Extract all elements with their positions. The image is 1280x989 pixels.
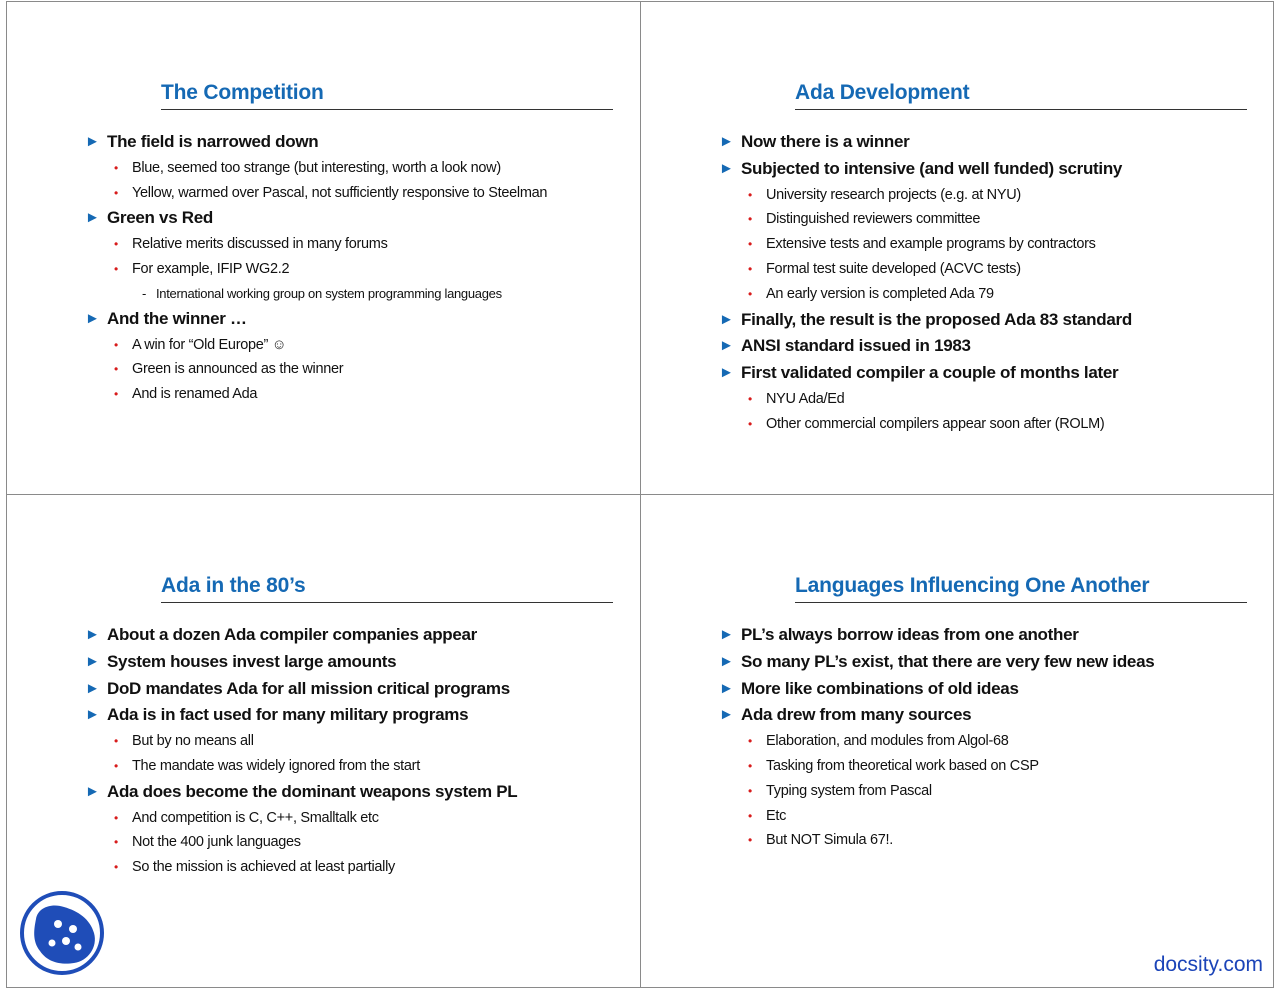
bullet-text: Green vs Red [107,208,214,228]
docsity-logo-icon[interactable] [18,889,106,977]
bullet-item-level2 [83,156,633,181]
bullet-item-level1 [717,307,1267,334]
bullet-text: International working group on system programming languages [156,285,502,301]
bullet-text: Ada does become the dominant weapons system PL [107,781,518,801]
bullet-item-level2 [717,804,1267,829]
bullet-text: For example, IFIP WG2.2 [132,260,290,277]
triangle-bullet-icon: ► [719,364,734,382]
bullet-item-level2 [83,357,633,382]
bullet-item-level2 [717,232,1267,257]
triangle-bullet-icon: ► [719,706,734,724]
bullet-item-level1 [83,702,633,729]
bullet-text: But NOT Simula 67!. [766,832,894,849]
bullet-text: ANSI standard issued in 1983 [741,336,971,356]
bullet-text: So the mission is achieved at least partially [132,859,395,876]
bullet-list [717,129,1267,437]
dot-bullet-icon: • [114,835,118,850]
triangle-bullet-icon: ► [719,133,734,150]
dot-bullet-icon: • [748,237,752,252]
bullet-item-level1 [717,622,1267,649]
dot-bullet-icon: • [748,187,752,202]
dot-bullet-icon: • [748,391,752,406]
bullet-item-level2 [717,729,1267,754]
triangle-bullet-icon: ► [719,159,734,177]
bullet-text: About a dozen Ada compiler companies appear [107,625,477,644]
dot-bullet-icon: • [748,286,752,301]
bullet-item-level3 [83,282,633,306]
triangle-bullet-icon: ► [719,626,734,643]
dot-bullet-icon: • [114,185,118,200]
bullet-item-level2 [83,729,633,754]
bullet-item-level1 [717,360,1267,387]
bullet-text: Subjected to intensive (and well funded) scrutiny [741,158,1123,178]
bullet-item-level2 [717,207,1267,232]
triangle-bullet-icon: ► [85,133,100,150]
dot-bullet-icon: • [114,734,118,749]
dot-bullet-icon: • [114,261,118,276]
slide-title: The Competition [161,80,613,110]
bullet-text: Etc [766,807,787,824]
bullet-item-level2 [717,257,1267,282]
bullet-item-level2 [83,232,633,257]
bullet-item-level2 [717,754,1267,779]
triangle-bullet-icon: ► [85,626,100,643]
bullet-text: Ada is in fact used for many military programs [107,705,469,725]
triangle-bullet-icon: ► [85,652,100,670]
bullet-text: And competition is C, C++, Smalltalk etc [132,809,379,826]
triangle-bullet-icon: ► [719,337,734,355]
triangle-bullet-icon: ► [85,309,100,327]
bullet-text: Other commercial compilers appear soon after (ROLM) [766,415,1105,432]
bullet-text: NYU Ada/Ed [766,390,845,407]
dot-bullet-icon: • [114,387,118,402]
bullet-item-level2 [83,257,633,282]
dot-bullet-icon: • [114,362,118,377]
bullet-text: The mandate was widely ignored from the start [132,757,420,774]
triangle-bullet-icon: ► [719,310,734,328]
dot-bullet-icon: • [114,810,118,825]
bullet-text: Tasking from theoretical work based on CSP [766,757,1039,774]
bullet-item-level2 [717,183,1267,208]
triangle-bullet-icon: ► [85,782,100,800]
dot-bullet-icon: • [114,237,118,252]
bullet-item-level2 [717,779,1267,804]
slide-languages-influencing [640,494,1274,988]
slide-title: Languages Influencing One Another [795,573,1247,603]
triangle-bullet-icon: ► [85,209,100,227]
bullet-text: Not the 400 junk languages [132,834,301,851]
bullet-text: Now there is a winner [741,132,910,151]
bullet-text: More like combinations of old ideas [741,678,1019,698]
triangle-bullet-icon: ► [719,679,734,697]
bullet-text: Finally, the result is the proposed Ada 83 standard [741,309,1132,329]
bullet-item-level2 [717,282,1267,307]
bullet-item-level2 [717,387,1267,412]
triangle-bullet-icon: ► [85,679,100,697]
bullet-item-level2 [717,828,1267,853]
slide-title: Ada Development [795,80,1247,110]
slide-ada-development [640,1,1274,495]
bullet-item-level1 [83,205,633,232]
bullet-item-level1 [717,156,1267,183]
triangle-bullet-icon: ► [719,652,734,670]
bullet-text: Green is announced as the winner [132,361,344,378]
bullet-item-level1 [717,333,1267,360]
bullet-text: University research projects (e.g. at NYU) [766,186,1021,203]
dot-bullet-icon: • [748,808,752,823]
dot-bullet-icon: • [114,337,118,352]
bullet-list [717,622,1267,853]
bullet-item-level1 [83,779,633,806]
bullet-text: Ada drew from many sources [741,705,972,725]
bullet-text: Elaboration, and modules from Algol-68 [766,733,1009,750]
bullet-item-level1 [717,129,1267,156]
dot-bullet-icon: • [748,212,752,227]
bullet-text: A win for “Old Europe” ☺ [132,336,287,353]
bullet-item-level2 [83,855,633,880]
bullet-item-level2 [83,382,633,407]
dot-bullet-icon: • [114,860,118,875]
bullet-text: And is renamed Ada [132,386,258,403]
bullet-text: The field is narrowed down [107,132,319,151]
bullet-item-level2 [83,830,633,855]
bullet-item-level1 [83,622,633,649]
bullet-list [83,129,633,407]
bullet-item-level1 [83,306,633,333]
bullet-item-level2 [83,754,633,779]
bullet-text: But by no means all [132,733,254,750]
bullet-text: Yellow, warmed over Pascal, not sufficiently responsive to Steelman [132,184,548,201]
slide-title: Ada in the 80’s [161,573,613,603]
dot-bullet-icon: • [748,416,752,431]
bullet-text: PL’s always borrow ideas from one another [741,625,1079,644]
dot-bullet-icon: • [748,833,752,848]
dot-bullet-icon: • [748,783,752,798]
bullet-list [83,622,633,880]
bullet-text: Relative merits discussed in many forums [132,236,388,253]
bullet-text: System houses invest large amounts [107,651,397,671]
bullet-item-level1 [717,649,1267,676]
dot-bullet-icon: • [748,734,752,749]
bullet-item-level1 [717,676,1267,703]
bullet-text: Blue, seemed too strange (but interesting, worth a look now) [132,159,501,176]
bullet-text: DoD mandates Ada for all mission critical programs [107,678,510,698]
bullet-text: And the winner … [107,308,247,328]
bullet-item-level1 [83,129,633,156]
dot-bullet-icon: • [748,261,752,276]
bullet-item-level2 [83,806,633,831]
bullet-item-level2 [83,333,633,358]
bullet-text: So many PL’s exist, that there are very few new ideas [741,651,1155,671]
dot-bullet-icon: • [114,160,118,175]
bullet-item-level1 [83,676,633,703]
bullet-text: First validated compiler a couple of months later [741,363,1119,383]
bullet-text: Typing system from Pascal [766,782,932,799]
bullet-item-level1 [717,702,1267,729]
bullet-text: An early version is completed Ada 79 [766,285,994,302]
dot-bullet-icon: • [114,758,118,773]
bullet-text: Formal test suite developed (ACVC tests) [766,260,1021,277]
dot-bullet-icon: • [748,758,752,773]
docsity-brand-link[interactable]: docsity.com [1153,953,1263,976]
bullet-text: Extensive tests and example programs by contractors [766,236,1096,253]
bullet-text: Distinguished reviewers committee [766,211,981,228]
bullet-item-level2 [83,181,633,206]
bullet-item-level2 [717,412,1267,437]
bullet-item-level1 [83,649,633,676]
dash-bullet-icon: - [142,285,147,301]
triangle-bullet-icon: ► [85,706,100,724]
slide-the-competition [6,1,641,495]
